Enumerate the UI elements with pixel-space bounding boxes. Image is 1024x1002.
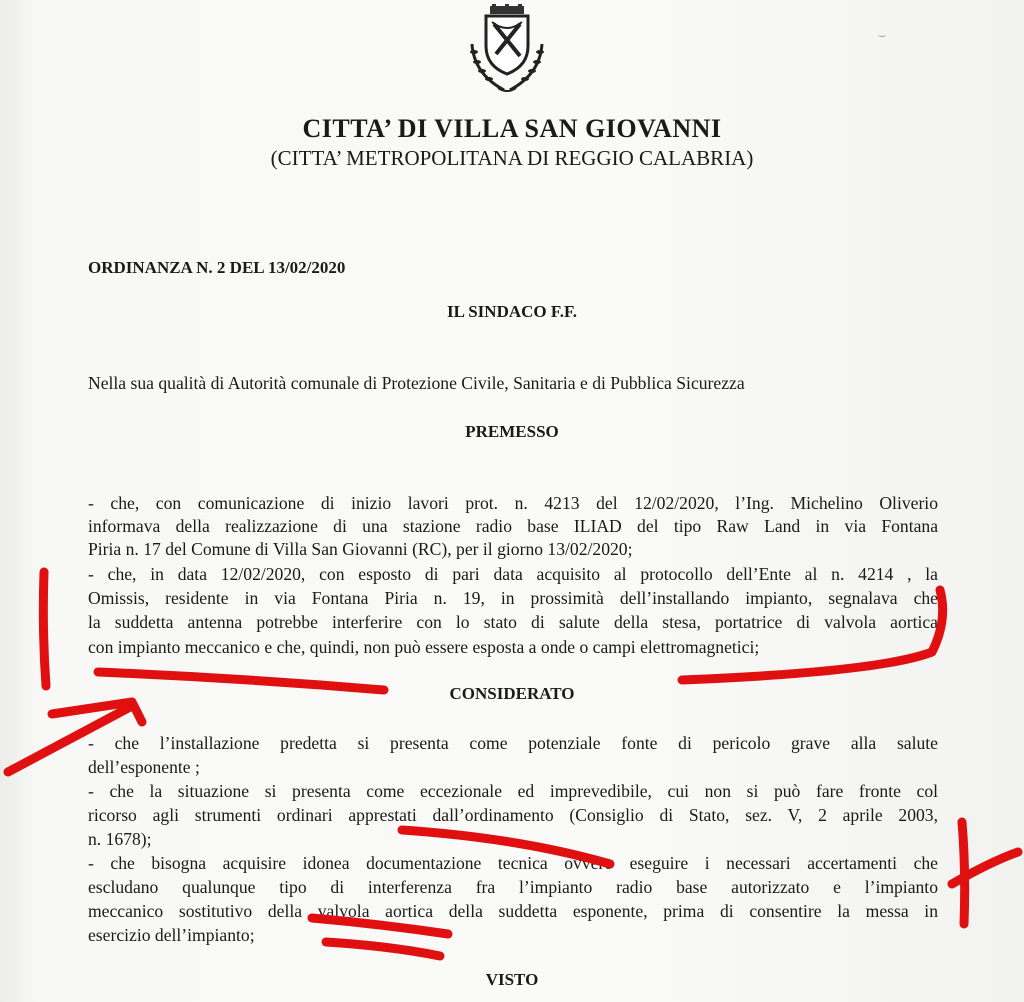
considerato-heading: CONSIDERATO xyxy=(449,684,575,703)
considerato-line: escludano qualunque tipo di interferenza fra l’impianto radio base autorizzato e l’impianto xyxy=(88,877,938,897)
paper-mark xyxy=(878,32,886,37)
premesso-line: - che, in data 12/02/2020, con esposto di pari data acquisito al protocollo dell’Ente al n. 4214 , la xyxy=(88,564,938,584)
municipal-coat-of-arms-icon xyxy=(462,4,552,96)
considerato-line: esercizio dell’impianto; xyxy=(88,925,255,945)
premesso-heading: PREMESSO xyxy=(465,422,559,441)
issuer-heading: IL SINDACO F.F. xyxy=(446,302,578,321)
considerato-line: ricorso agli strumenti ordinari apprestati dall’ordinamento (Consiglio di Stato, sez. V, 2 aprile 2003, xyxy=(88,805,938,825)
considerato-line: - che l’installazione predetta si presenta come potenziale fonte di pericolo grave alla salute xyxy=(88,733,938,753)
visto-heading: VISTO xyxy=(485,970,539,989)
city-title: CITTA’ DI VILLA SAN GIOVANNI xyxy=(302,114,722,143)
considerato-line: - che la situazione si presenta come eccezionale ed imprevedibile, cui non si può fare fronte col xyxy=(88,781,938,801)
arrow-head xyxy=(52,702,142,722)
cross-vertical xyxy=(962,822,965,924)
left-vertical-mark xyxy=(43,572,46,686)
premesso-line: la suddetta antenna potrebbe interferire con lo stato di salute della stesa, portatrice di valvola aortica xyxy=(88,612,938,632)
authority-line: Nella sua qualità di Autorità comunale di Protezione Civile, Sanitaria e di Pubblica Sicurezza xyxy=(88,373,745,393)
city-subtitle: (CITTA’ METROPOLITANA DI REGGIO CALABRIA) xyxy=(270,146,754,170)
ordinance-number: ORDINANZA N. 2 DEL 13/02/2020 xyxy=(88,258,346,277)
premesso-line: con impianto meccanico e che, quindi, non può essere esposta a onde o campi elettromagnetici; xyxy=(88,637,760,657)
premesso-line: Omissis, residente in via Fontana Piria n. 19, in prossimità dell’installando impianto, segnalava che xyxy=(88,588,938,608)
premesso-line: informava della realizzazione di una stazione radio base ILIAD del tipo Raw Land in via Fontana xyxy=(88,516,938,536)
considerato-line: dell’esponente ; xyxy=(88,757,200,777)
premesso-line: - che, con comunicazione di inizio lavori prot. n. 4213 del 12/02/2020, l’Ing. Michelino Oliverio xyxy=(88,493,938,513)
premesso-line: Piria n. 17 del Comune di Villa San Giovanni (RC), per il giorno 13/02/2020; xyxy=(88,539,633,559)
cross-horizontal xyxy=(952,852,1018,884)
considerato-line: meccanico sostitutivo della valvola aortica della suddetta esponente, prima di consentire la messa in xyxy=(88,901,938,921)
considerato-line: - che bisogna acquisire idonea documentazione tecnica ovvero eseguire i necessari accertamenti che xyxy=(88,853,938,873)
considerato-line: n. 1678); xyxy=(88,829,152,849)
